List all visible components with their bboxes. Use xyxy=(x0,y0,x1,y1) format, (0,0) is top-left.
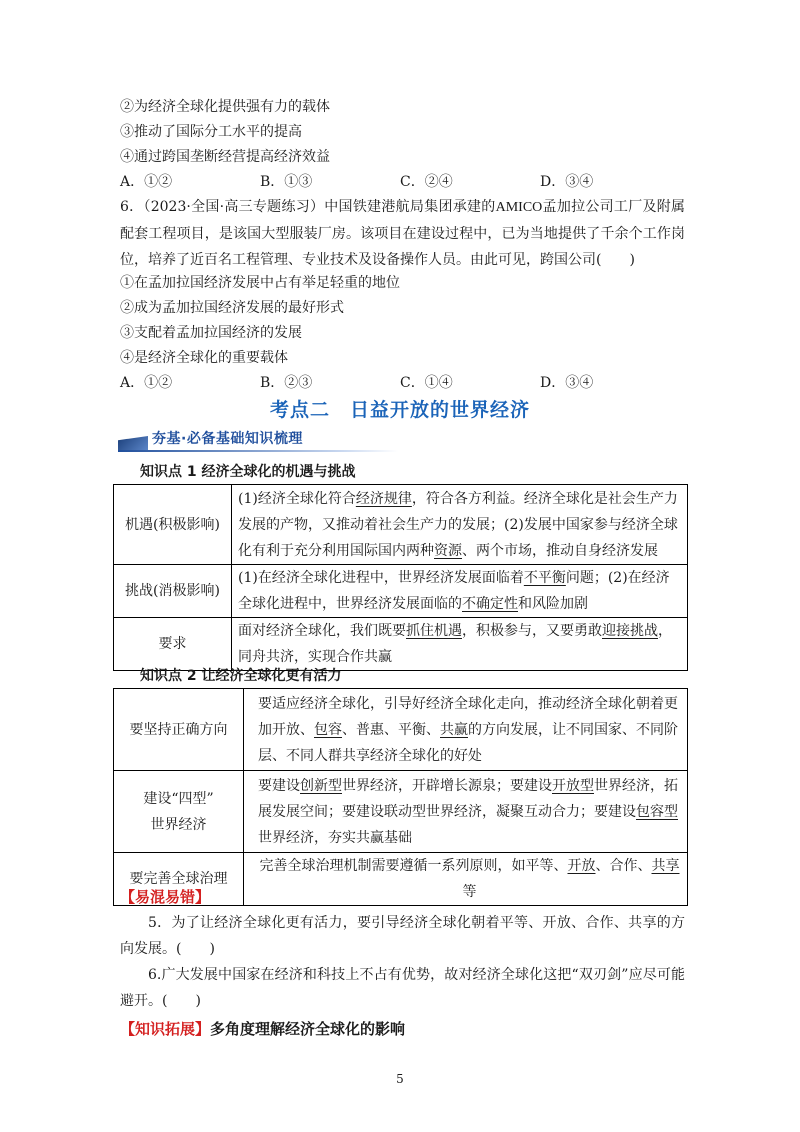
kp2-cell-direction: 要适应经济全球化，引导好经济全球化走向，推动经济全球化朝着更加开放、包容、普惠、平衡、共赢的方向发展，让不同国家、不同阶层、不同人群共享经济全球化的好处 xyxy=(244,689,688,771)
kp2-head-governance: 要完善全球治理 xyxy=(114,853,244,906)
kp2-head-direction: 要坚持正确方向 xyxy=(114,689,244,771)
q5-option-a: A．①② xyxy=(120,174,173,190)
q6-item-1: ①在孟加拉国经济发展中占有举足轻重的地位 xyxy=(120,275,400,291)
expand-heading xyxy=(120,1018,405,1039)
kp2-cell-governance: 完善全球治理机制需要遵循一系列原则，如平等、开放、合作、共享等 xyxy=(244,853,688,906)
q6-option-c: C．①④ xyxy=(400,375,453,391)
kp2-row-four-types xyxy=(114,771,688,853)
q6-options xyxy=(120,372,680,394)
q6-item-3: ③支配着孟加拉国经济的发展 xyxy=(120,325,302,341)
q6-company: AMICO xyxy=(495,200,543,215)
q5-options xyxy=(120,171,680,193)
kp1-row-requirement xyxy=(114,618,688,671)
kp2-cell-four-types: 要建设创新型世界经济，开辟增长源泉；要建设开放型世界经济，拓展发展空间；要建设联动型世界经济，凝聚互动合力；要建设包容型世界经济，夯实共赢基础 xyxy=(244,771,688,853)
kp1-head-requirement: 要求 xyxy=(114,618,232,671)
q5-item-4: ④通过跨国垄断经营提高经济效益 xyxy=(120,149,330,165)
banner-underline xyxy=(118,450,398,452)
kp2-title: 知识点 2 让经济全球化更有活力 xyxy=(140,668,342,684)
q5-item-2: ②为经济全球化提供强有力的载体 xyxy=(120,99,330,115)
q6-item-4: ④是经济全球化的重要载体 xyxy=(120,350,288,366)
kp1-row-opportunity xyxy=(114,485,688,565)
q5-option-b: B．①③ xyxy=(260,174,313,190)
expand-text: 多角度理解经济全球化的影响 xyxy=(210,1020,406,1038)
q6-option-b: B．②③ xyxy=(260,375,313,391)
q6-option-d: D．③④ xyxy=(540,375,594,391)
banner-bar-decoration xyxy=(118,436,148,450)
kp1-head-challenge: 挑战(消极影响) xyxy=(114,565,232,618)
q6-option-a: A．①② xyxy=(120,375,173,391)
kp1-title: 知识点 1 经济全球化的机遇与挑战 xyxy=(140,464,356,480)
judge-item-6: 6.广大发展中国家在经济和科技上不占有优势，故对经济全球化这把“双刃剑”应尽可能避开。( ) xyxy=(120,967,685,1009)
judge-item-5: 5．为了让经济全球化更有活力，要引导经济全球化朝着平等、开放、合作、共享的方向发展。( ) xyxy=(120,915,685,957)
q5-option-d: D．③④ xyxy=(540,174,594,190)
knowledge-banner xyxy=(118,428,418,452)
q5-item-3: ③推动了国际分工水平的提高 xyxy=(120,124,302,140)
section-title: 考点二 日益开放的世界经济 xyxy=(269,399,530,421)
kp2-row-direction xyxy=(114,689,688,771)
page-number: 5 xyxy=(396,1072,404,1086)
kp1-table xyxy=(113,484,688,671)
kp1-cell-opportunity: (1)经济全球化符合经济规律，符合各方利益。经济全球化是社会生产力发展的产物，又推动着社会生产力的发展；(2)发展中国家参与经济全球化有利于充分利用国际国内两种资源、两个市场，推动自身经济发展 xyxy=(232,485,688,565)
expand-tag: 【知识拓展】 xyxy=(120,1020,211,1038)
confusion-tag: 【易混易错】 xyxy=(120,888,211,906)
q6-stem: 6．（2023·全国·高三专题练习）中国铁建港航局集团承建的AMICO孟加拉公司工厂及附属配套工程项目，是该国大型服装厂房。该项目在建设过程中，已为当地提供了千余个工作岗位，培养了近百名工程管理、专业技术及设备操作人员。由此可见，跨国公司( ) xyxy=(120,199,686,268)
kp1-row-challenge xyxy=(114,565,688,618)
kp2-head-four-types: 建设“四型” 世界经济 xyxy=(114,771,244,853)
banner-text: 夯基·必备基础知识梳理 xyxy=(152,431,303,447)
kp1-cell-challenge: (1)在经济全球化进程中，世界经济发展面临着不平衡问题；(2)在经济全球化进程中，世界经济发展面临的不确定性和风险加剧 xyxy=(232,565,688,618)
kp2-table xyxy=(113,688,688,906)
kp1-cell-requirement: 面对经济全球化，我们既要抓住机遇，积极参与，又要勇敢迎接挑战，同舟共济，实现合作共赢 xyxy=(232,618,688,671)
q6-item-2: ②成为孟加拉国经济发展的最好形式 xyxy=(120,300,344,316)
q5-option-c: C．②④ xyxy=(400,174,453,190)
kp1-head-opportunity: 机遇(积极影响) xyxy=(114,485,232,565)
